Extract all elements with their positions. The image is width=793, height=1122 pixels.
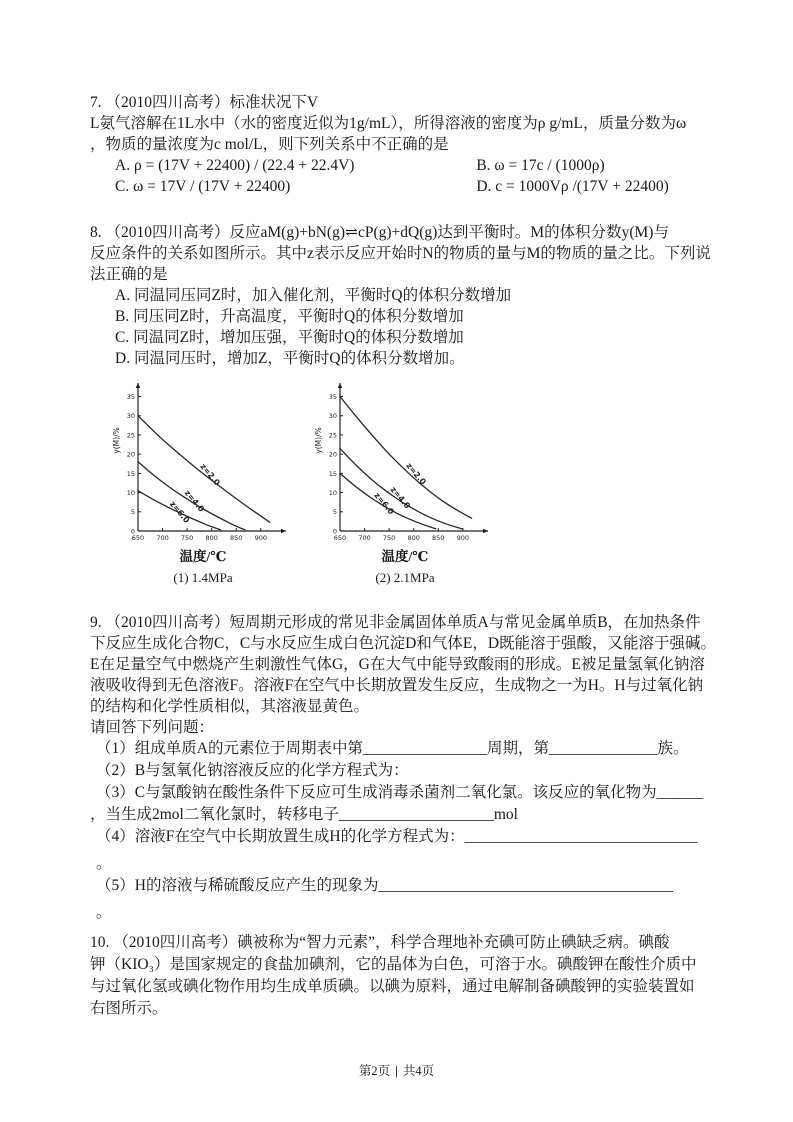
- question-10-line: 10. （2010四川高考）碘被称为“智力元素”，科学合理地补充碘可防止碘缺乏病。碘酸: [90, 934, 670, 951]
- question-9-sub-4-end: 。: [96, 855, 112, 872]
- page-footer: [0, 1061, 793, 1079]
- option-c: C. ω = 17V / (17V + 22400): [115, 178, 291, 195]
- question-9-sub-2: （2）B与氢氧化钠溶液反应的化学方程式为：: [96, 762, 409, 779]
- svg-text:10: 10: [328, 488, 337, 497]
- question-9-sub-5-end: 。: [96, 904, 112, 921]
- svg-text:700: 700: [156, 534, 169, 542]
- svg-text:900: 900: [456, 534, 470, 542]
- svg-text:z=2.0: z=2.0: [198, 461, 222, 488]
- line-chart-1.4mpa: [112, 379, 294, 547]
- question-7-line: ，物质的量浓度为c mol/L，则下列关系中不正确的是: [90, 136, 449, 153]
- svg-text:5: 5: [332, 508, 337, 517]
- question-9: [90, 612, 717, 924]
- question-10-line: 与过氧化氢或碘化物作用均生成单质碘。以碘为原料，通过电解制备碘酸钾的实验装置如: [90, 978, 695, 995]
- question-7: [90, 92, 713, 197]
- question-9-prompt: 请回答下列问题：: [90, 719, 215, 736]
- footer-separator: |: [395, 1064, 398, 1078]
- svg-text:30: 30: [328, 412, 337, 421]
- svg-text:z=4.0: z=4.0: [388, 485, 412, 511]
- chart-panel-2: [314, 379, 496, 587]
- svg-text:800: 800: [407, 534, 420, 542]
- svg-text:y(M)/%: y(M)/%: [314, 427, 323, 454]
- option-d: D. 同温同压时，增加Z，平衡时Q的体积分数增加。: [115, 350, 465, 367]
- question-9-line: 液吸收得到无色溶液F。溶液F在空气中长期放置发生反应，生成物之一为H。H与过氧化钠: [90, 677, 704, 694]
- option-b: B. ω = 17c / (1000ρ): [476, 157, 605, 174]
- option-d: D. c = 1000Vρ /(17V + 22400): [476, 178, 669, 195]
- svg-text:850: 850: [432, 534, 445, 542]
- svg-text:5: 5: [130, 508, 135, 517]
- svg-text:z=4.0: z=4.0: [182, 488, 206, 514]
- svg-text:20: 20: [126, 450, 135, 459]
- question-9-line: 9. （2010四川高考）短周期元形成的常见非金属固体单质A与常见金属单质B，在加热条件: [90, 614, 701, 631]
- question-10-line: 钾（KIO₃）是国家规定的食盐加碘剂，它的晶体为白色，可溶于水。碘酸钾在酸性介质中: [90, 956, 697, 973]
- chart-caption: (1) 1.4MPa: [173, 570, 233, 585]
- svg-text:15: 15: [328, 469, 337, 478]
- svg-text:900: 900: [254, 534, 268, 542]
- chart-x-axis-label: 温度/℃: [179, 549, 227, 564]
- svg-text:z=2.0: z=2.0: [404, 461, 428, 487]
- question-9-sub-3: （3）C与氯酸钠在酸性条件下反应可生成消毒杀菌剂二氧化氯。该反应的氧化物为______: [96, 784, 704, 801]
- svg-text:750: 750: [382, 534, 396, 542]
- chart-panel-1: [112, 379, 294, 587]
- svg-text:750: 750: [180, 534, 194, 542]
- svg-text:35: 35: [328, 392, 337, 401]
- question-9-line: E在足量空气中燃烧产生刺激性气体G，G在大气中能导致酸雨的形成。E被足量氢氧化钠溶: [90, 656, 705, 673]
- option-c: C. 同温同Z时，增加压强，平衡时Q的体积分数增加: [115, 329, 464, 346]
- question-8: [90, 222, 713, 369]
- question-9-sub-5: （5）H的溶液与稀硫酸反应产生的现象为______________________________________: [96, 877, 673, 894]
- svg-text:650: 650: [333, 534, 347, 542]
- svg-text:10: 10: [126, 488, 135, 497]
- svg-text:z=6.0: z=6.0: [167, 499, 192, 525]
- svg-text:0: 0: [332, 527, 337, 536]
- question-10-line: 右图所示。: [90, 1000, 168, 1017]
- question-8-line: 法正确的是: [90, 266, 168, 283]
- line-chart-2.1mpa: [314, 379, 496, 547]
- option-b: B. 同压同Z时，升高温度，平衡时Q的体积分数增加: [115, 308, 464, 325]
- question-9-line: 的结构和化学性质相似，其溶液显黄色。: [90, 698, 370, 715]
- question-7-line: 7. （2010四川高考）标准状况下V: [90, 94, 319, 111]
- svg-text:850: 850: [230, 534, 243, 542]
- question-8-line: 8. （2010四川高考）反应aM(g)+bN(g)⇌cP(g)+dQ(g)达到平衡时。M的体积分数y(M)与: [90, 224, 669, 241]
- question-9-sub-1: （1）组成单质A的元素位于周期表中第________________周期，第______________族。: [96, 740, 689, 757]
- svg-text:20: 20: [328, 450, 337, 459]
- page-number: 第2页: [358, 1064, 391, 1078]
- svg-text:30: 30: [126, 412, 135, 421]
- svg-text:0: 0: [130, 527, 135, 536]
- question-7-line: L氨气溶解在1L水中（水的密度近似为1g/mL），所得溶液的密度为ρ g/mL，质量分数为ω: [90, 115, 687, 132]
- question-10: [90, 932, 713, 1020]
- svg-text:650: 650: [131, 534, 145, 542]
- svg-text:25: 25: [126, 431, 135, 440]
- question-7-options: [90, 155, 713, 197]
- svg-text:15: 15: [126, 469, 135, 478]
- question-9-sub-3-cont: ，当生成2mol二氧化氯时，转移电子____________________mol: [90, 806, 518, 823]
- svg-text:y(M)/%: y(M)/%: [112, 427, 121, 454]
- svg-text:35: 35: [126, 392, 135, 401]
- svg-text:700: 700: [358, 534, 371, 542]
- page-total: 共4页: [402, 1064, 435, 1078]
- question-8-line: 反应条件的关系如图所示。其中z表示反应开始时N的物质的量与M的物质的量之比。下列说: [90, 245, 711, 262]
- svg-text:z=6.0: z=6.0: [372, 490, 396, 517]
- svg-text:800: 800: [205, 534, 218, 542]
- question-8-figure: [112, 379, 713, 587]
- svg-text:25: 25: [328, 431, 337, 440]
- chart-caption: (2) 2.1MPa: [375, 570, 435, 585]
- option-a: A. 同温同压同Z时，加入催化剂，平衡时Q的体积分数增加: [115, 287, 512, 304]
- chart-x-axis-label: 温度/℃: [381, 549, 429, 564]
- option-a: A. ρ = (17V + 22400) / (22.4 + 22.4V): [115, 157, 355, 174]
- question-9-line: 下反应生成化合物C，C与水反应生成白色沉淀D和气体E，D既能溶于强酸，又能溶于强碱。: [90, 635, 717, 652]
- question-9-sub-4: （4）溶液F在空气中长期放置生成H的化学方程式为：______________________________: [96, 828, 698, 845]
